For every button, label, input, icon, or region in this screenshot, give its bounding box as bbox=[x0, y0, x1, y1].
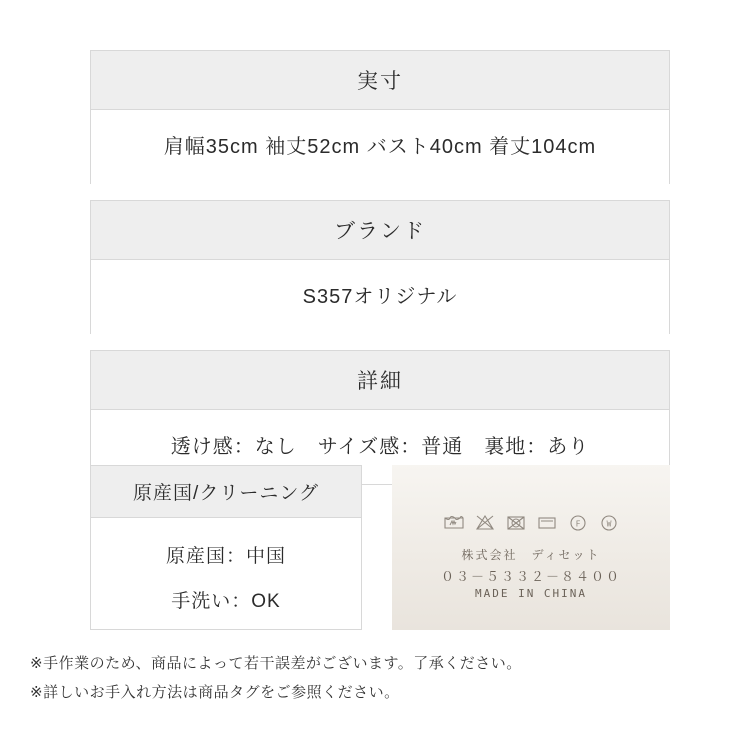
spacer bbox=[90, 184, 670, 200]
origin-lines bbox=[91, 518, 361, 632]
origin-heading: 原産国/クリーニング bbox=[91, 466, 361, 518]
care-symbol-row bbox=[392, 513, 670, 532]
care-tag-photo bbox=[392, 465, 670, 630]
spec-value-measurements: 肩幅35cm 袖丈52cm バスト40cm 着丈104cm bbox=[163, 136, 597, 158]
spec-heading-brand: ブランド bbox=[91, 201, 669, 260]
svg-text:F: F bbox=[575, 519, 580, 529]
spec-table bbox=[90, 50, 670, 485]
care-tag-phone: ０３－５３３２－８４００ bbox=[440, 570, 621, 585]
spec-heading-measurements: 実寸 bbox=[91, 51, 669, 110]
spec-section-measurements bbox=[90, 50, 670, 184]
wet-clean-w-icon bbox=[598, 513, 620, 532]
footnote-handmade: ※手作業のため、商品によって若干誤差がございます。了承ください。 bbox=[30, 655, 522, 672]
origin-and-tag-row bbox=[90, 465, 670, 630]
footnotes bbox=[30, 650, 720, 707]
origin-washing: 手洗い：OK bbox=[171, 591, 281, 612]
spec-value-details: 透け感：なし サイズ感：普通 裏地：あり bbox=[170, 436, 590, 458]
spec-section-brand bbox=[90, 200, 670, 334]
spec-heading-details: 詳細 bbox=[91, 351, 669, 410]
care-tag-company: 株式会社 ディセット bbox=[461, 548, 601, 562]
no-bleach-icon bbox=[474, 513, 496, 532]
spacer bbox=[90, 334, 670, 350]
hand-wash-icon bbox=[443, 513, 465, 532]
spec-value-brand: S357オリジナル bbox=[302, 286, 458, 308]
no-tumble-dry-icon bbox=[505, 513, 527, 532]
footnote-care: ※詳しいお手入れ方法は商品タグをご参照ください。 bbox=[30, 683, 400, 701]
svg-text:W: W bbox=[606, 519, 611, 529]
origin-country: 原産国：中国 bbox=[165, 546, 286, 567]
origin-cleaning-box bbox=[90, 465, 362, 630]
dry-flat-icon bbox=[536, 513, 558, 532]
dry-clean-f-icon bbox=[567, 513, 589, 532]
care-tag-origin: MADE IN CHINA bbox=[474, 587, 588, 600]
